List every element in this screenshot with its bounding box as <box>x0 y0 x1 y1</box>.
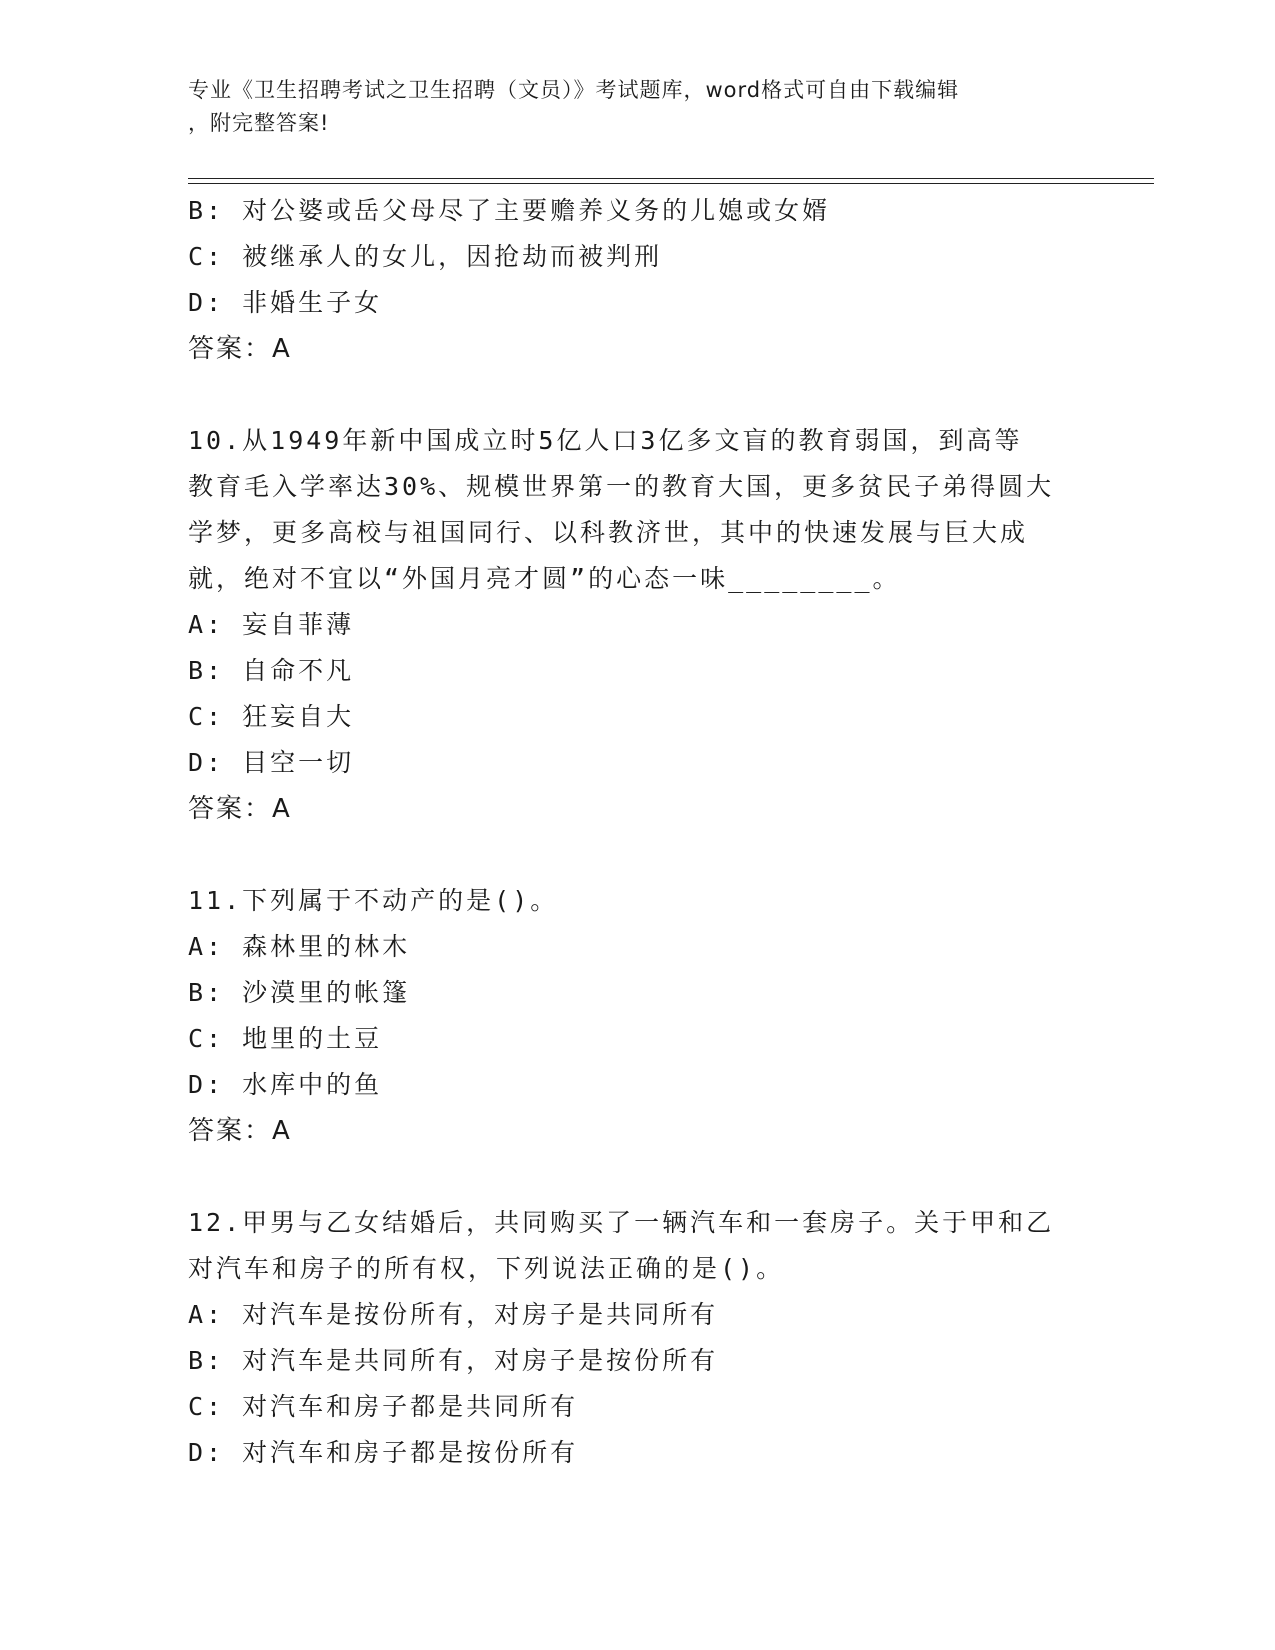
option-d: D: 水库中的鱼 <box>188 1070 383 1099</box>
header-divider-bottom <box>188 183 1154 184</box>
question-stem: 学梦，更多高校与祖国同行、以科教济世，其中的快速发展与巨大成 <box>188 518 1029 547</box>
option-c: C: 对汽车和房子都是共同所有 <box>188 1392 579 1421</box>
spacer <box>188 832 1088 878</box>
answer: 答案：A <box>188 334 292 364</box>
option-a: A: 妄自菲薄 <box>188 610 355 639</box>
option-b: B: 自命不凡 <box>188 656 355 685</box>
header-title-line-1: 专业《卫生招聘考试之卫生招聘（文员）》考试题库，word格式可自由下载编辑 <box>188 78 960 102</box>
question-12 <box>188 1200 1088 1476</box>
option-b: B: 对汽车是共同所有，对房子是按份所有 <box>188 1346 719 1375</box>
spacer <box>188 1154 1088 1200</box>
option-d: D: 目空一切 <box>188 748 355 777</box>
question-stem: 教育毛入学率达30%、规模世界第一的教育大国，更多贫民子弟得圆大 <box>188 472 1055 501</box>
question-stem: 12.甲男与乙女结婚后，共同购买了一辆汽车和一套房子。关于甲和乙 <box>188 1208 1055 1237</box>
question-9-continued <box>188 188 1088 372</box>
option-c: C: 狂妄自大 <box>188 702 355 731</box>
question-stem: 就，绝对不宜以“外国月亮才圆”的心态一味________。 <box>188 564 901 593</box>
option-d: D: 非婚生子女 <box>188 288 383 317</box>
option-a: A: 对汽车是按份所有，对房子是共同所有 <box>188 1300 719 1329</box>
header-title-line-2: ，附完整答案! <box>188 111 330 135</box>
option-d: D: 对汽车和房子都是按份所有 <box>188 1438 579 1467</box>
question-11 <box>188 878 1088 1154</box>
question-10 <box>188 418 1088 832</box>
header-divider-top <box>188 178 1154 179</box>
question-stem: 对汽车和房子的所有权，下列说法正确的是()。 <box>188 1254 785 1283</box>
answer: 答案：A <box>188 794 292 824</box>
option-b: B: 对公婆或岳父母尽了主要赡养义务的儿媳或女婿 <box>188 196 831 225</box>
option-b: B: 沙漠里的帐篷 <box>188 978 411 1007</box>
answer: 答案：A <box>188 1116 292 1146</box>
option-c: C: 地里的土豆 <box>188 1024 383 1053</box>
question-content <box>188 188 1088 1476</box>
spacer <box>188 372 1088 418</box>
option-a: A: 森林里的林木 <box>188 932 411 961</box>
document-header <box>188 74 1088 140</box>
question-stem: 10.从1949年新中国成立时5亿人口3亿多文盲的教育弱国，到高等 <box>188 426 1023 455</box>
question-stem: 11.下列属于不动产的是()。 <box>188 886 559 915</box>
option-c: C: 被继承人的女儿，因抢劫而被判刑 <box>188 242 663 271</box>
